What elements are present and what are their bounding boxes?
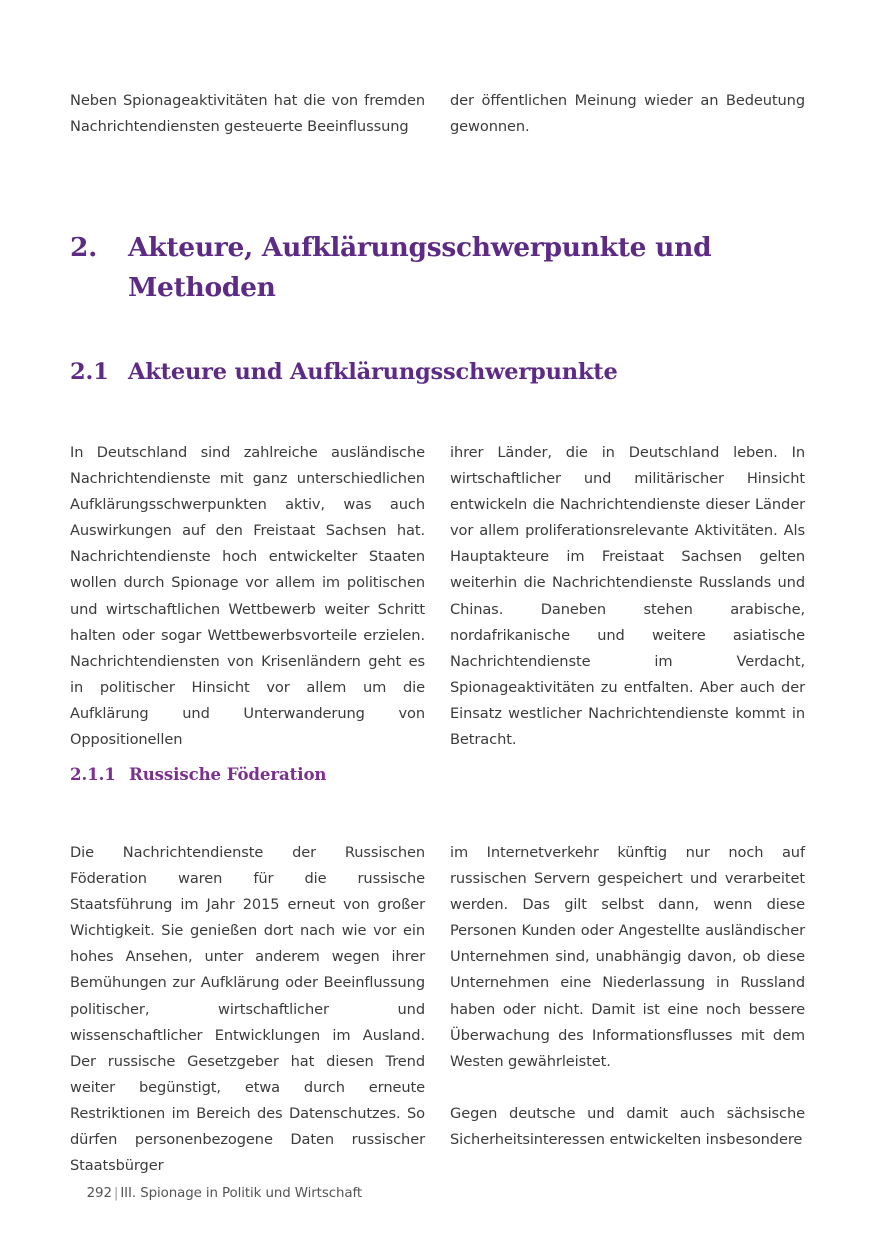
intro-right-column [450,88,805,140]
footer-separator: | [113,1186,119,1201]
subsection-body-right-column [450,840,805,1179]
subsection-body-columns [70,840,805,1179]
intro-right-paragraph: der öffentlichen Meinung wieder an Bedeutung gewonnen. [450,92,805,136]
subsection-heading [70,762,805,786]
intro-columns [70,88,805,140]
section-body-left-paragraph: In Deutschland sind zahlreiche ausländische Nachrichtendienste mit ganz unterschiedlichen Aufklärungsschwerpunkten aktiv, was auch Auswirkungen auf den Freistaat Sachsen hat. Nachrichtendienste hoch entwickelter Staaten wollen durch Spionage vor allem im politischen und wirtschaftlichen Wettbewerb weiter Schritt halten oder sogar Wettbewerbsvorteile erzielen. Nachrichtendiensten von Krisenländern geht es in politischer Hinsicht vor allem um die Aufklärung und Unterwanderung von Oppositionellen [70,444,425,749]
chapter-heading [70,228,805,308]
subsection-body-left-column [70,840,425,1179]
intro-left-paragraph: Neben Spionageaktivitäten hat die von fremden Nachrichtendiensten gesteuerte Beeinflussung [70,92,425,136]
chapter-heading-title: Akteure, Aufklärungsschwerpunkte und Methoden [128,232,712,303]
chapter-heading-number: 2. [70,232,98,263]
subsection-body-right-paragraph-1: im Internetverkehr künftig nur noch auf russischen Servern gespeichert und verarbeitet werden. Das gilt selbst dann, wenn diese Personen Kunden oder Angestellte ausländischer Unternehmen sind, unabhängig davon, ob diese Unternehmen eine Niederlassung in Russland haben oder nicht. Damit ist eine noch bessere Überwachung des Informationsflusses mit dem Westen gewährleistet. [450,844,805,1070]
page-footer [70,1164,362,1224]
subsection-body-right-paragraph-2: Gegen deutsche und damit auch sächsische Sicherheitsinteressen entwickelten insbesondere [450,1104,805,1148]
section-heading [70,357,805,387]
section-heading-number: 2.1 [70,359,109,385]
section-body-left-column [70,440,425,753]
section-heading-title: Akteure und Aufklärungsschwerpunkte [128,359,618,385]
subsection-body-left-paragraph: Die Nachrichtendienste der Russischen Föderation waren für die russische Staatsführung im Jahr 2015 erneut von großer Wichtigkeit. Sie genießen dort nach wie vor ein hohes Ansehen, unter anderem wegen ihrer Bemühungen zur Aufklärung oder Beeinflussung politischer, wirtschaftlicher und wissenschaftlicher Entwicklungen im Ausland. Der russische Gesetzgeber hat diesen Trend weiter begünstigt, etwa durch erneute Restriktionen im Bereich des Datenschutzes. So dürfen personenbezogene Daten russischer Staatsbürger [70,844,425,1175]
section-body-right-paragraph: ihrer Länder, die in Deutschland leben. In wirtschaftlicher und militärischer Hinsicht entwickeln die Nachrichtendienste dieser Länder vor allem proliferationsrelevante Aktivitäten. Als Hauptakteure im Freistaat Sachsen gelten weiterhin die Nachrichtendienste Russlands und Chinas. Daneben stehen arabische, nordafrikanische und weitere asiatische Nachrichtendienste im Verdacht, Spionageaktivitäten zu entfalten. Aber auch der Einsatz westlicher Nachrichtendienste kommt in Betracht. [450,444,805,749]
footer-running-head: III. Spionage in Politik und Wirtschaft [120,1186,362,1201]
subsection-heading-number: 2.1.1 [70,764,116,784]
subsection-heading-title: Russische Föderation [129,764,327,784]
page-number: 292 [86,1186,112,1201]
section-body-columns [70,440,805,753]
intro-left-column [70,88,425,140]
section-body-right-column [450,440,805,753]
